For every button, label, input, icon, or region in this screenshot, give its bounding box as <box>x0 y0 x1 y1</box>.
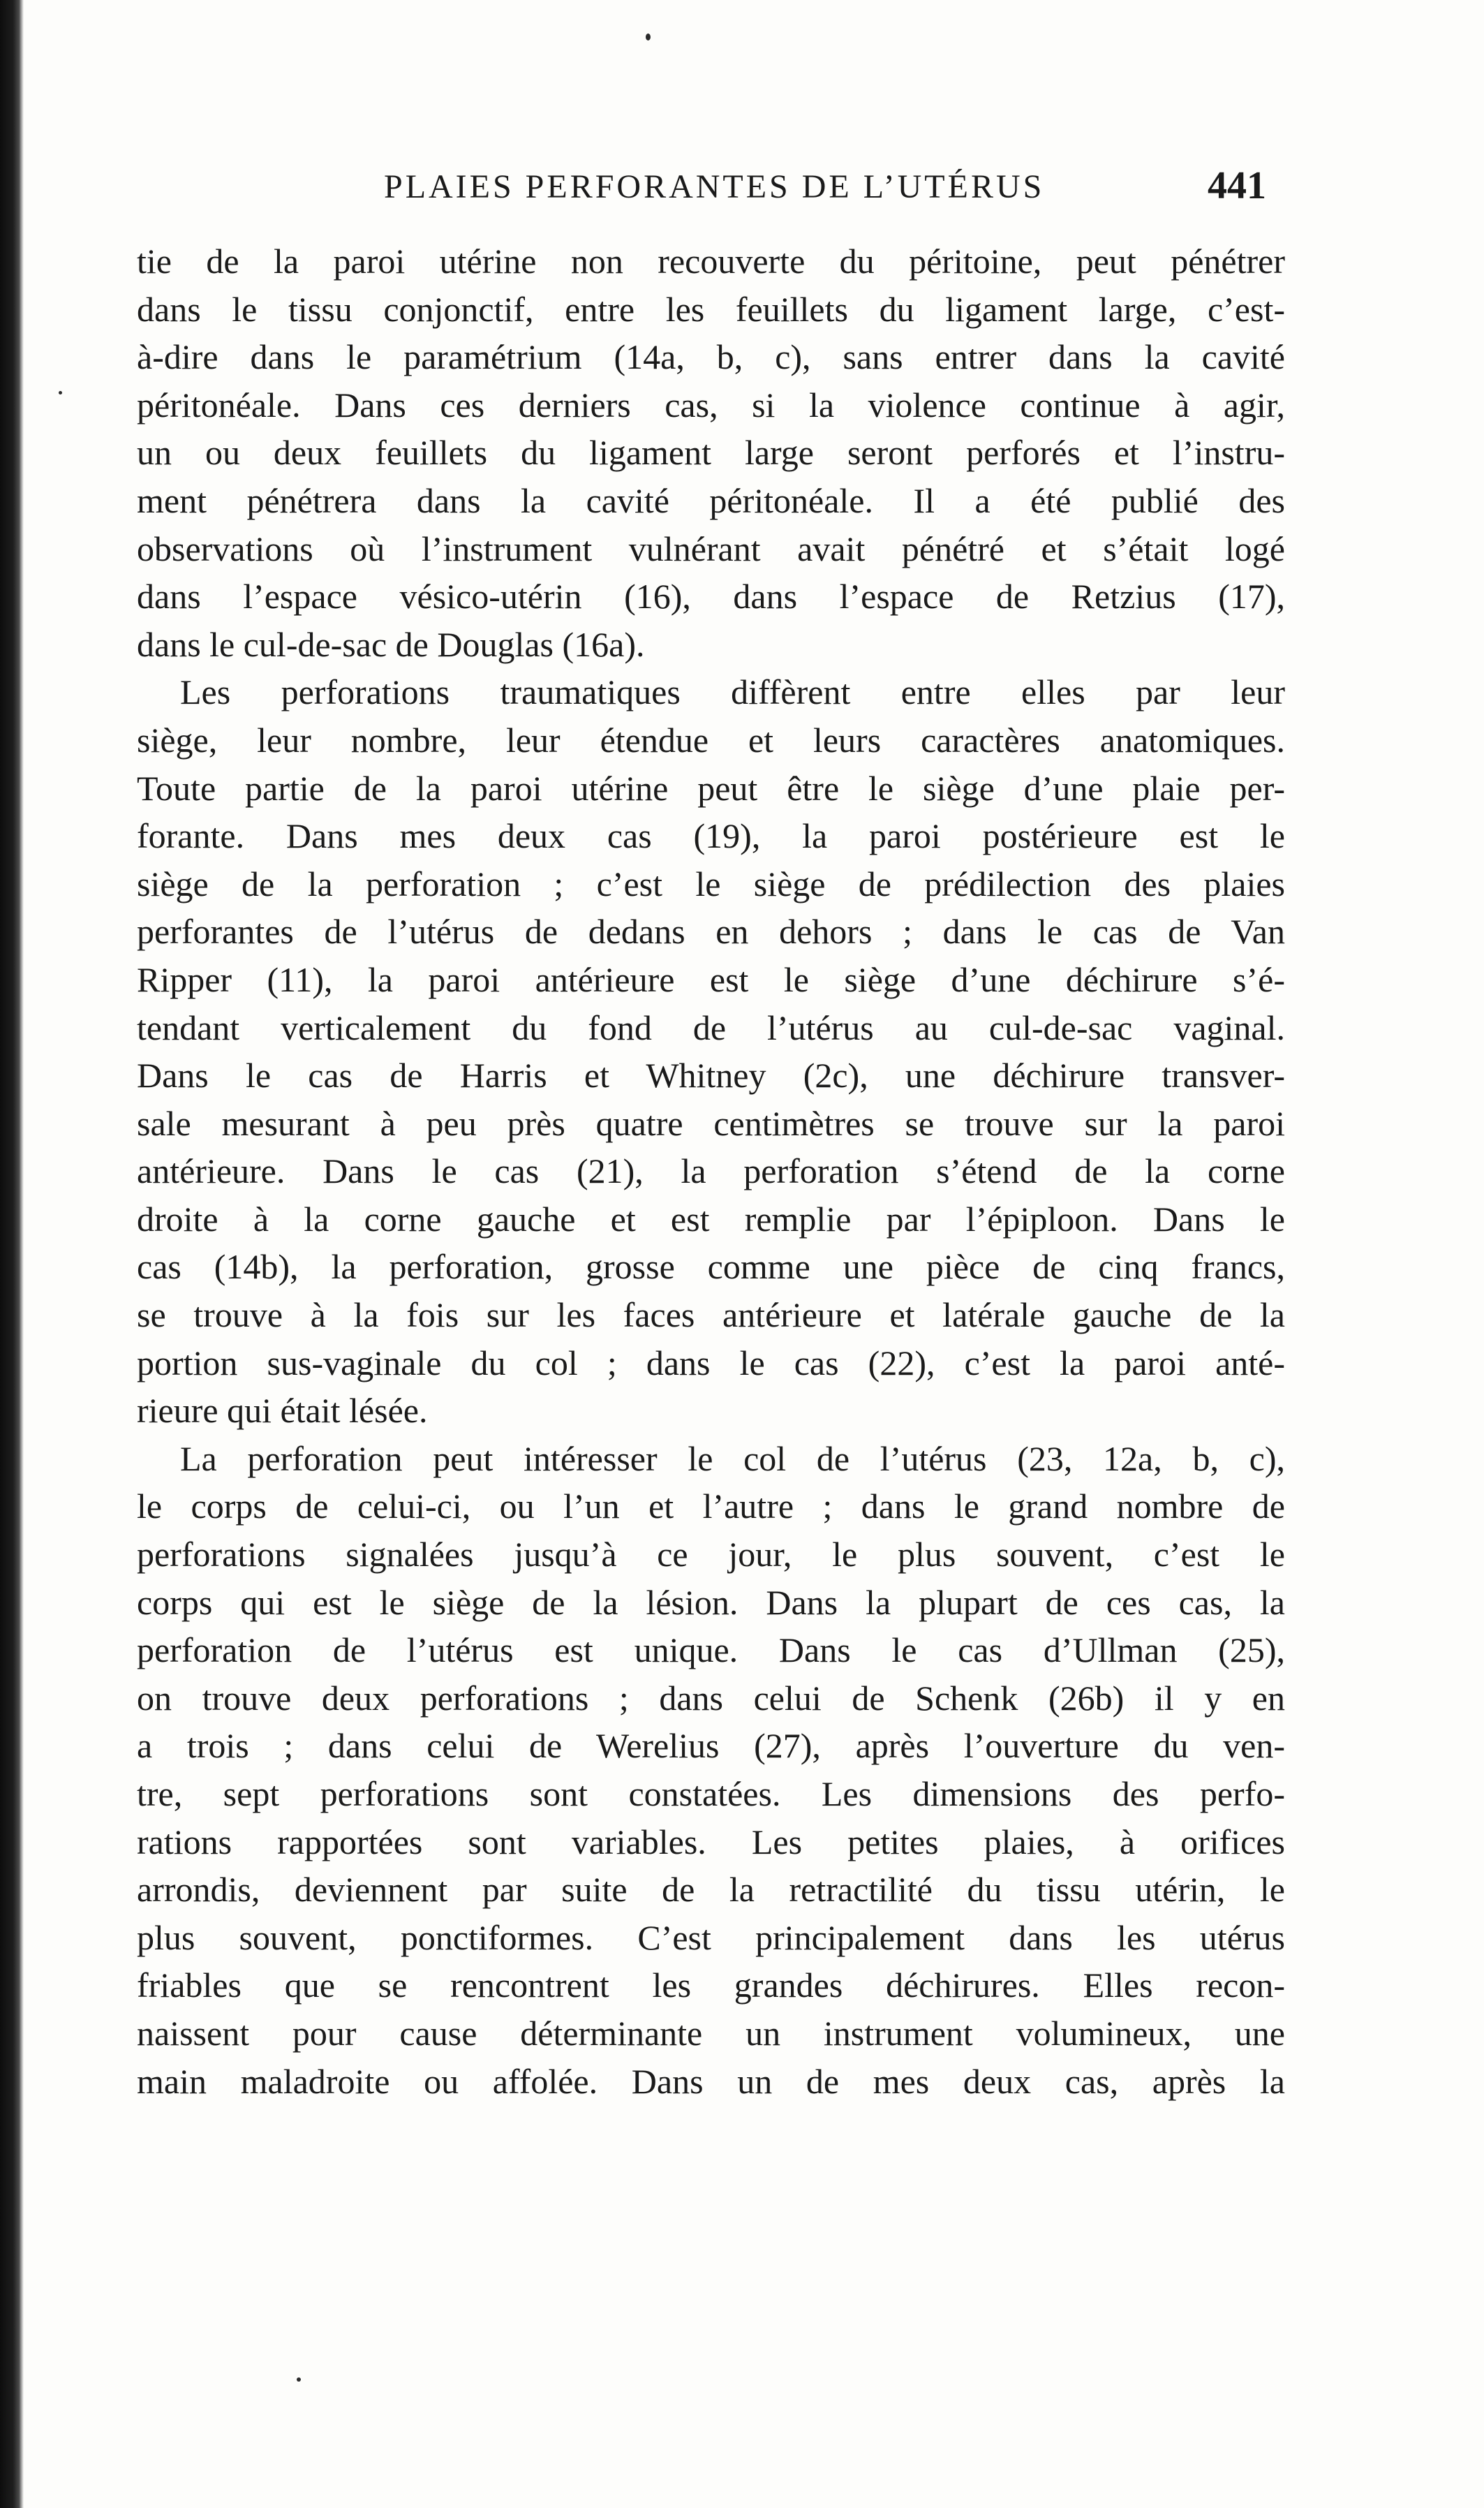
text-line: on trouve deux perforations ; dans celui de Schenk (26b) il y en <box>137 1678 1285 1718</box>
text-line: Les perforations traumatiques diffèrent entre elles par leur <box>180 672 1285 712</box>
text-line: péritonéale. Dans ces derniers cas, si la violence continue à agir, <box>137 385 1285 425</box>
text-line: a trois ; dans celui de Werelius (27), après l’ouverture du ven- <box>137 1726 1285 1766</box>
scan-speck <box>646 34 651 40</box>
text-line: tre, sept perforations sont constatées. Les dimensions des perfo- <box>137 1774 1285 1813</box>
binding-edge-shadow <box>0 0 24 2508</box>
text-line: perforation de l’utérus est unique. Dans le cas d’Ullman (25), <box>137 1630 1285 1670</box>
text-line: le corps de celui-ci, ou l’un et l’autre ; dans le grand nombre de <box>137 1487 1285 1526</box>
text-line: dans le cul-de-sac de Douglas (16a). <box>137 624 645 664</box>
body-text <box>137 237 1285 2105</box>
text-line: forante. Dans mes deux cas (19), la paroi postérieure est le <box>137 816 1285 856</box>
text-line: perforantes de l’utérus de dedans en dehors ; dans le cas de Van <box>137 912 1285 952</box>
text-line: droite à la corne gauche et est remplie par l’épiploon. Dans le <box>137 1199 1285 1239</box>
text-line: observations où l’instrument vulnérant avait pénétré et s’était logé <box>137 529 1285 568</box>
text-line: rations rapportées sont variables. Les petites plaies, à orifices <box>137 1822 1285 1861</box>
text-line: antérieure. Dans le cas (21), la perforation s’étend de la corne <box>137 1151 1285 1191</box>
text-line: ment pénétrera dans la cavité péritonéale. Il a été publié des <box>137 480 1285 520</box>
text-line: rieure qui était lésée. <box>137 1391 428 1431</box>
text-line: corps qui est le siège de la lésion. Dans la plupart de ces cas, la <box>137 1582 1285 1622</box>
text-line: main maladroite ou affolée. Dans un de mes deux cas, après la <box>137 2061 1285 2101</box>
text-line: tie de la paroi utérine non recouverte du péritoine, peut pénétrer <box>137 242 1285 281</box>
running-title: PLAIES PERFORANTES DE L’UTÉRUS <box>384 168 1045 205</box>
scan-speck <box>59 391 62 394</box>
text-line: friables que se rencontrent les grandes déchirures. Elles recon- <box>137 1965 1285 2005</box>
text-line: portion sus-vaginale du col ; dans le cas (22), c’est la paroi anté- <box>137 1343 1285 1382</box>
text-line: un ou deux feuillets du ligament large seront perforés et l’instru- <box>137 433 1285 473</box>
text-line: siège, leur nombre, leur étendue et leurs caractères anatomiques. <box>137 720 1285 760</box>
scan-speck <box>297 2377 301 2382</box>
text-line: se trouve à la fois sur les faces antérieure et latérale gauche de la <box>137 1295 1285 1335</box>
text-line: La perforation peut intéresser le col de l’utérus (23, 12a, b, c), <box>180 1438 1285 1478</box>
text-line: perforations signalées jusqu’à ce jour, le plus souvent, c’est le <box>137 1535 1285 1574</box>
text-line: cas (14b), la perforation, grosse comme une pièce de cinq francs, <box>137 1247 1285 1287</box>
text-line: Ripper (11), la paroi antérieure est le siège d’une déchirure s’é- <box>137 959 1285 999</box>
text-line: à-dire dans le paramétrium (14a, b, c), sans entrer dans la cavité <box>137 337 1285 377</box>
text-line: dans le tissu conjonctif, entre les feuillets du ligament large, c’est- <box>137 289 1285 329</box>
page-number: 441 <box>1208 164 1266 207</box>
text-line: naissent pour cause déterminante un instrument volumineux, une <box>137 2013 1285 2053</box>
text-line: Dans le cas de Harris et Whitney (2c), une déchirure transver- <box>137 1056 1285 1096</box>
text-line: siège de la perforation ; c’est le siège de prédilection des plaies <box>137 864 1285 903</box>
text-line: dans l’espace vésico-utérin (16), dans l’espace de Retzius (17), <box>137 577 1285 617</box>
text-line: plus souvent, ponctiformes. C’est principalement dans les utérus <box>137 1917 1285 1957</box>
running-head <box>384 164 1291 216</box>
text-line: sale mesurant à peu près quatre centimètres se trouve sur la paroi <box>137 1103 1285 1143</box>
text-line: tendant verticalement du fond de l’utérus au cul-de-sac vaginal. <box>137 1008 1285 1047</box>
text-line: Toute partie de la paroi utérine peut être le siège d’une plaie per- <box>137 768 1285 808</box>
text-line: arrondis, deviennent par suite de la retractilité du tissu utérin, le <box>137 1870 1285 1910</box>
